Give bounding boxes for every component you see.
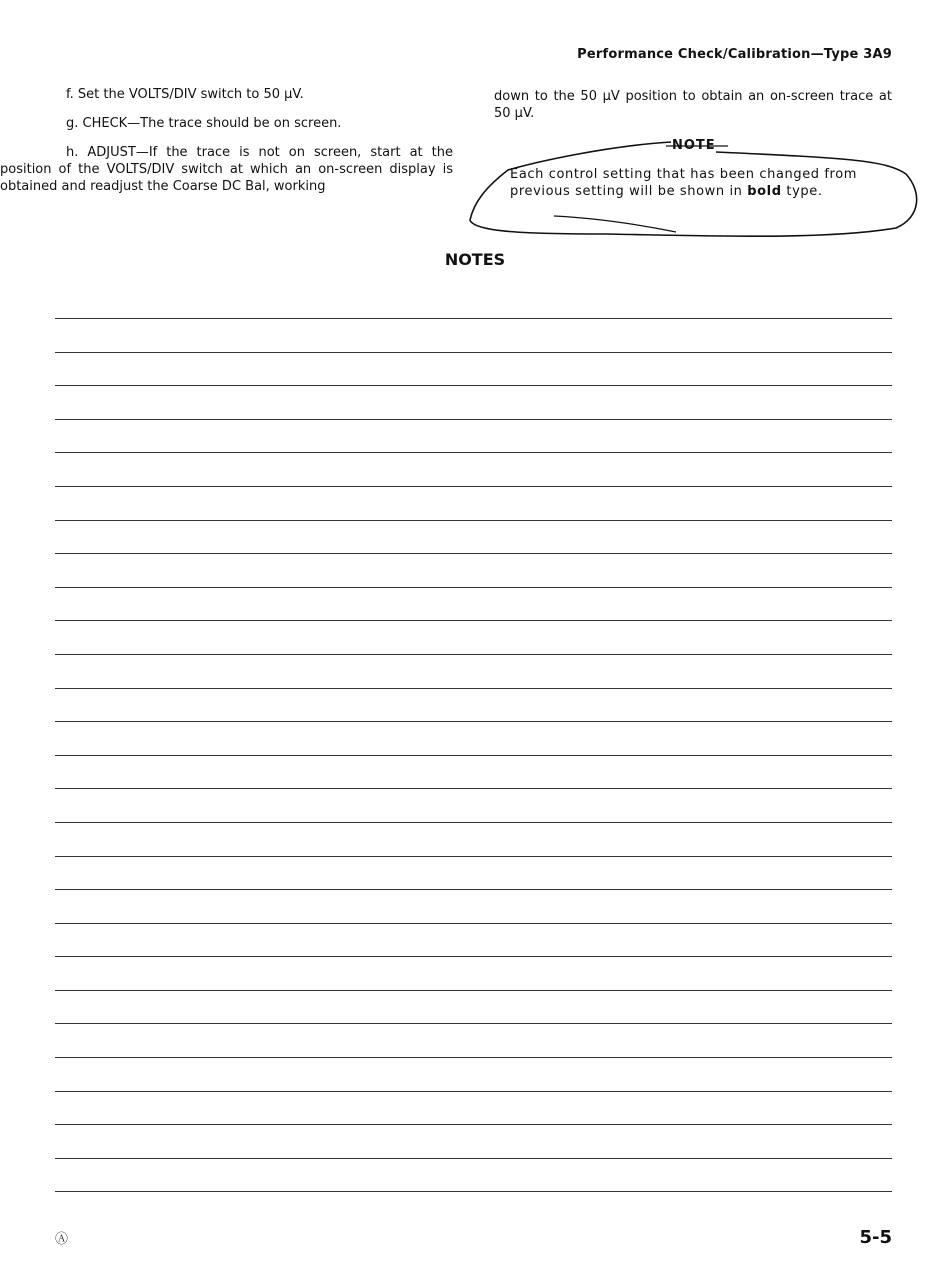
rule-line (55, 721, 892, 722)
rule-line (55, 452, 892, 453)
rule-line (55, 990, 892, 991)
rule-line (55, 923, 892, 924)
rule-line (55, 856, 892, 857)
note-box (466, 132, 926, 244)
rule-line (55, 956, 892, 957)
rule-line (55, 385, 892, 386)
rule-line (55, 419, 892, 420)
step-g: g. CHECK—The trace should be on screen. (66, 116, 342, 131)
right-column (494, 88, 892, 122)
rule-line (55, 654, 892, 655)
note-text-end: type. (781, 184, 823, 199)
rule-line (55, 822, 892, 823)
rule-line (55, 318, 892, 319)
rule-line (55, 889, 892, 890)
note-text-part: Each control setting that has been changed from previous setting will be shown in (510, 167, 858, 199)
left-column (0, 86, 453, 207)
step-h-continuation: down to the 50 μV position to obtain an on-screen trace at 50 μV. (494, 89, 892, 121)
step-h: h. ADJUST—If the trace is not on screen, start at the position of the VOLTS/DIV switch at which an on-screen display is obtained and readjust the Coarse DC Bal, working (0, 145, 453, 194)
rule-line (55, 1091, 892, 1092)
running-header: Performance Check/Calibration—Type 3A9 (577, 47, 892, 62)
rule-line (55, 1124, 892, 1125)
rule-line (55, 553, 892, 554)
rule-line (55, 1158, 892, 1159)
notes-title: NOTES (444, 250, 506, 269)
rule-line (55, 688, 892, 689)
note-title: NOTE (672, 138, 716, 153)
rule-line (55, 1057, 892, 1058)
rule-line (55, 788, 892, 789)
ruled-lines (55, 318, 892, 1225)
revision-mark: Ⓐ (55, 1232, 69, 1247)
rule-line (55, 352, 892, 353)
page-number: 5-5 (859, 1227, 892, 1248)
rule-line (55, 1023, 892, 1024)
rule-line (55, 755, 892, 756)
note-bold-word: bold (747, 184, 782, 199)
note-text (510, 166, 880, 200)
rule-line (55, 587, 892, 588)
step-f: f. Set the VOLTS/DIV switch to 50 μV. (66, 87, 304, 102)
rule-line (55, 520, 892, 521)
rule-line (55, 620, 892, 621)
rule-line (55, 1191, 892, 1192)
rule-line (55, 486, 892, 487)
